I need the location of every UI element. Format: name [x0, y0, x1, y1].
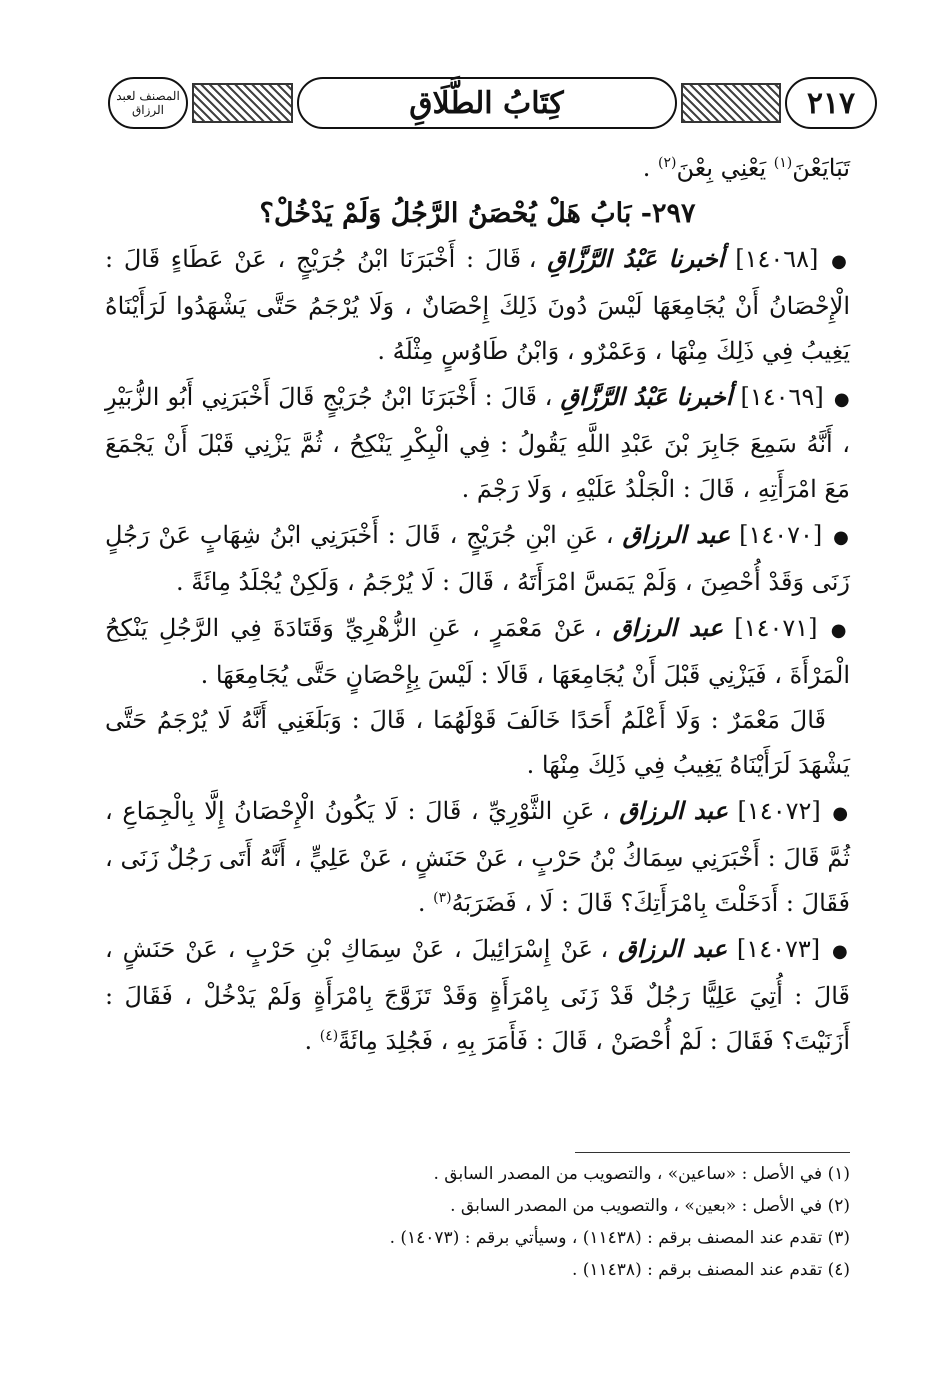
bullet-icon: ● — [831, 251, 850, 272]
hadith-text: ، عَنِ ابْنِ جُرَيْجٍ ، قَالَ : أَخْبَرَنِي ابْنُ شِهَابٍ عَنْ رَجُلٍ زَنَى وَقَدْ أُحْصِنَ ، وَلَمْ يَمَسَّ امْرَأَتَهُ ، قَالَ : لَا يُرْجَمُ ، وَلَكِنْ يُجْلَدُ مِائَةً . — [105, 521, 850, 596]
hadith-text: ، قَالَ : أَخْبَرَنَا ابْنُ جُرَيْجٍ ، عَنْ عَطَاءٍ قَالَ : الْإِحْصَانُ أَنْ يُجَامِعَهَا لَيْسَ دُونَ ذَلِكَ إِحْصَانٌ ، وَلَا يُرْجَمُ حَتَّى يَشْهَدُوا لَرَأَيْنَاهُ يَغِيبُ فِي ذَلِكَ مِنْهَا ، وَعَمْرٌو ، وَابْنُ طَاوُسٍ مِثْلَهُ . — [105, 245, 850, 365]
hadith-number: [١٤٠٦٩] — [740, 383, 824, 411]
hadith-paragraph — [105, 512, 850, 605]
hadith-number: [١٤٠٧٠] — [739, 521, 823, 549]
footnote-ref: (١) — [773, 155, 793, 171]
hadith-paragraph — [105, 605, 850, 698]
footnote-divider — [575, 1152, 850, 1153]
footnote-ref: (٤) — [319, 1028, 339, 1044]
hadith-text: ، قَالَ : أَخْبَرَنَا ابْنُ جُرَيْجٍ قَالَ أَخْبَرَنِي أَبُو الزُّبَيْرِ ، أَنَّهُ سَمِعَ جَابِرَ بْنَ عَبْدِ اللَّهِ يَقُولُ : فِي الْبِكْرِ يَنْكِحُ ، ثُمَّ يَزْنِي قَبْلَ أَنْ يَجْمَعَ مَعَ امْرَأَتِهِ ، قَالَ : الْجَلْدُ عَلَيْهِ ، وَلَا رَجْمَ . — [105, 383, 850, 503]
bullet-icon: ● — [832, 941, 850, 962]
header-ornament-left — [192, 83, 293, 123]
logo-text: المصنف لعبد الرزاق — [116, 89, 180, 117]
hadith-number: [١٤٠٦٨] — [735, 245, 819, 273]
hadith-text: ، عَنِ الثَّوْرِيِّ ، قَالَ : لَا يَكُونُ الْإِحْصَانُ إِلَّا بِالْجِمَاعِ ، ثُمَّ قَالَ : أَخْبَرَنِي سِمَاكُ بْنُ حَرْبٍ ، عَنْ حَنَشٍ ، عَنْ عَلِيٍّ ، أَنَّهُ أَتَى رَجُلٌ زَنَى ، فَقَالَ : أَدَخَلْتَ بِامْرَأَتِكَ؟ قَالَ : لَا ، فَضَرَبَهُ — [105, 797, 850, 917]
hadith-number: [١٤٠٧٢] — [737, 797, 821, 825]
page-number — [785, 77, 877, 129]
bullet-icon: ● — [833, 527, 851, 548]
hadith-paragraph — [105, 236, 850, 374]
bullet-icon: ● — [830, 620, 851, 641]
footnote: (٤) تقدم عند المصنف برقم : (١١٤٣٨) . — [571, 1260, 850, 1280]
book-title: كِتَابُ الطَّلَاقِ — [409, 85, 564, 121]
hadith-text: ، عَنْ إِسْرَائِيلَ ، عَنْ سِمَاكِ بْنِ حَرْبٍ ، عَنْ حَنَشٍ ، قَالَ : أُتِيَ عَلِيًّا رَجُلٌ قَدْ زَنَى بِامْرَأَةٍ وَقَدْ تَزَوَّجَ بِامْرَأَةٍ وَلَمْ يَدْخُلْ ، فَقَالَ : أَزَنَيْتَ؟ فَقَالَ : لَمْ أُحْصَنْ ، قَالَ : فَأَمَرَ بِهِ ، فَجُلِدَ مِائَةً — [105, 935, 851, 1055]
footnotes — [105, 1158, 850, 1286]
hadith-text: ، عَنْ مَعْمَرٍ ، عَنِ الزُّهْرِيِّ وَقَتَادَةَ فِي الرَّجُلِ يَنْكِحُ الْمَرْأَةَ ، فَيَزْنِي قَبْلَ أَنْ يُجَامِعَهَا ، قَالَا : لَيْسَ بِإِحْصَانٍ حَتَّى يُجَامِعَهَا . — [105, 614, 850, 689]
page-number-text: ٢١٧ — [806, 85, 856, 121]
footnote: (٣) تقدم عند المصنف برقم : (١١٤٣٨) ، وسيأتي برقم : (١٤٠٧٣) . — [389, 1228, 850, 1248]
book-logo — [108, 77, 188, 129]
footnote-ref: (٢) — [658, 155, 677, 171]
chapter-title: ٢٩٧- بَابُ هَلْ يُحْصَنُ الرَّجُلُ وَلَمْ يَدْخُلْ؟ — [259, 198, 696, 229]
running-title — [297, 77, 677, 129]
narrator: عبد الرزاق — [618, 934, 728, 963]
hadith-number: [١٤٠٧١] — [734, 614, 818, 642]
hadith-number: [١٤٠٧٣] — [736, 935, 821, 963]
hadith-paragraph — [105, 374, 850, 512]
main-text — [105, 146, 850, 1064]
footnote: (٢) في الأصل : «بعين» ، والتصويب من المصدر السابق . — [450, 1196, 850, 1216]
page-header — [108, 72, 877, 134]
hadith-paragraph: ● [١٤٠٧٢] عبد الرزاق ، عَنِ الثَّوْرِيِّ ، قَالَ : لَا يَكُونُ الْإِحْصَانُ إِلَّا بِالْجِمَاعِ ، ثُمَّ قَالَ : أَخْبَرَنِي سِمَاكُ بْنُ حَرْبٍ ، عَنْ حَنَشٍ ، عَنْ عَلِيٍّ ، أَنَّهُ أَتَى رَجُلٌ زَنَى ، فَقَالَ : أَدَخَلْتَ بِامْرَأَتِكَ؟ قَالَ : لَا ، فَضَرَبَهُ$^{(٣)}$ . — [105, 796, 850, 917]
narrator: أخبرنا عَبْدُ الرَّزَّاقِ — [547, 244, 725, 273]
narrator: عبد الرزاق — [622, 520, 731, 549]
footnote-ref: (٣) — [433, 890, 452, 906]
hadith-paragraph: ● [١٤٠٧٣] عبد الرزاق ، عَنْ إِسْرَائِيلَ ، عَنْ سِمَاكِ بْنِ حَرْبٍ ، عَنْ حَنَشٍ ، قَالَ : أُتِيَ عَلِيًّا رَجُلٌ قَدْ زَنَى بِامْرَأَةٍ وَقَدْ تَزَوَّجَ بِامْرَأَةٍ وَلَمْ يَدْخُلْ ، فَقَالَ : أَزَنَيْتَ؟ فَقَالَ : لَمْ أُحْصَنْ ، قَالَ : فَأَمَرَ بِهِ ، فَجُلِدَ مِائَةً$^{(٤)}$ . — [105, 934, 851, 1055]
narrator: عبد الرزاق — [612, 613, 724, 642]
header-ornament-right — [681, 83, 782, 123]
bullet-icon: ● — [833, 389, 850, 410]
bullet-icon: ● — [832, 803, 850, 824]
narrator: عبد الرزاق — [619, 796, 728, 825]
narrator: أخبرنا عَبْدُ الرَّزَّاقِ — [560, 382, 733, 411]
footnote: (١) في الأصل : «ساعين» ، والتصويب من المصدر السابق . — [433, 1164, 850, 1184]
continuation-paragraph: قَالَ مَعْمَرٌ : وَلَا أَعْلَمُ أَحَدًا خَالَفَ قَوْلَهُمَا ، قَالَ : وَبَلَغَنِي أَنَّهُ لَا يُرْجَمُ حَتَّى يَشْهَدَ لَرَأَيْنَاهُ يَغِيبُ فِي ذَلِكَ مِنْهَا . — [105, 706, 850, 779]
opening-line: تَبَايَعْنَ$^{(١)}$ يَعْنِي بِعْنَ$^{(٢)}$ . — [642, 154, 850, 182]
